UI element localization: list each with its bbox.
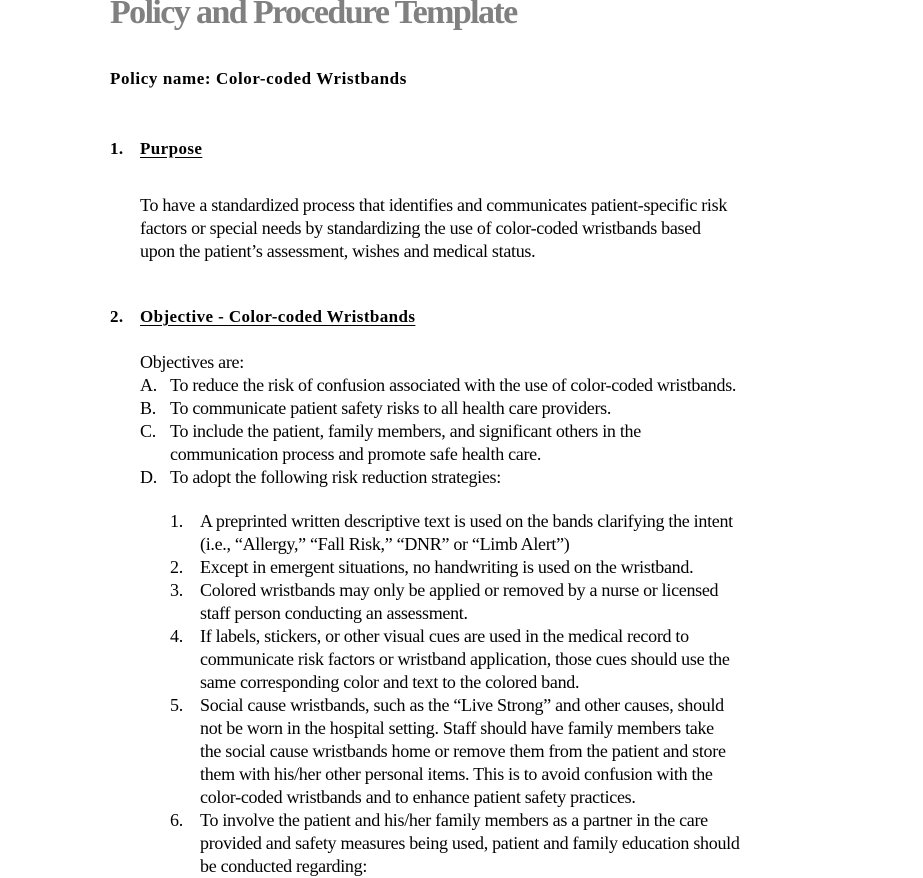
section-label: Purpose xyxy=(140,139,203,158)
list-item-line: A preprinted written descriptive text is used on the bands clarifying the intent xyxy=(200,511,733,531)
list-item-line: same corresponding color and text to the colored band. xyxy=(200,672,580,692)
list-marker: B. xyxy=(140,398,156,418)
objective-item-a xyxy=(140,374,736,397)
list-item-line: Colored wristbands may only be applied or removed by a nurse or licensed xyxy=(200,580,719,600)
list-item-line: communication process and promote safe health care. xyxy=(170,444,542,464)
paragraph-line: upon the patient’s assessment, wishes and medical status. xyxy=(140,241,536,261)
list-item-line: Except in emergent situations, no handwriting is used on the wristband. xyxy=(200,557,694,577)
objectives-intro xyxy=(140,351,840,374)
list-item-line: communicate risk factors or wristband application, those cues should use the xyxy=(200,649,730,669)
list-item-line: Social cause wristbands, such as the “Live Strong” and other causes, should xyxy=(200,695,724,715)
list-item-line: them with his/her other personal items. This is to avoid confusion with the xyxy=(200,764,713,784)
objectives-list xyxy=(140,374,736,489)
list-marker: 5. xyxy=(170,695,183,715)
list-item-line: To adopt the following risk reduction strategies: xyxy=(170,467,501,487)
policy-name: Policy name: Color-coded Wristbands xyxy=(110,69,407,88)
document-title: Policy and Procedure Template xyxy=(110,0,517,31)
list-item-line: not be worn in the hospital setting. Staff should have family members take xyxy=(200,718,714,738)
strategy-item-4 xyxy=(170,625,740,694)
list-marker: 3. xyxy=(170,580,183,600)
section-heading-purpose xyxy=(110,139,202,159)
list-marker: 4. xyxy=(170,626,183,646)
section-number: 2. xyxy=(110,307,124,326)
paragraph-line: To have a standardized process that identifies and communicates patient-specific risk xyxy=(140,195,728,215)
section-heading-objective xyxy=(110,307,415,327)
list-item-line: If labels, stickers, or other visual cues are used in the medical record to xyxy=(200,626,689,646)
strategies-list xyxy=(170,510,740,878)
strategy-item-5 xyxy=(170,694,740,809)
section-label: Objective - Color-coded Wristbands xyxy=(140,307,416,326)
list-marker: 2. xyxy=(170,557,183,577)
list-marker: 6. xyxy=(170,810,183,830)
list-item-line: be conducted regarding: xyxy=(200,856,368,876)
list-item-line: the social cause wristbands home or remove them from the patient and store xyxy=(200,741,726,761)
strategy-item-2 xyxy=(170,556,740,579)
paragraph-line: factors or special needs by standardizing the use of color-coded wristbands based xyxy=(140,218,701,238)
objective-item-b xyxy=(140,397,736,420)
list-item-line: color-coded wristbands and to enhance patient safety practices. xyxy=(200,787,636,807)
section-number: 1. xyxy=(110,139,124,158)
list-item-line: To involve the patient and his/her family members as a partner in the care xyxy=(200,810,708,830)
purpose-paragraph xyxy=(140,194,840,263)
strategy-item-3 xyxy=(170,579,740,625)
intro-text: Objectives are: xyxy=(140,352,244,372)
list-item-line: To communicate patient safety risks to all health care providers. xyxy=(170,398,612,418)
list-item-line: staff person conducting an assessment. xyxy=(200,603,468,623)
strategy-item-1 xyxy=(170,510,740,556)
objective-item-c xyxy=(140,420,736,466)
strategy-item-6 xyxy=(170,809,740,878)
list-item-line: (i.e., “Allergy,” “Fall Risk,” “DNR” or “Limb Alert”) xyxy=(200,534,570,554)
list-marker: A. xyxy=(140,375,157,395)
list-item-line: To include the patient, family members, and significant others in the xyxy=(170,421,641,441)
objective-item-d xyxy=(140,466,736,489)
list-marker: C. xyxy=(140,421,156,441)
list-item-line: To reduce the risk of confusion associated with the use of color-coded wristbands. xyxy=(170,375,737,395)
list-item-line: provided and safety measures being used, patient and family education should xyxy=(200,833,740,853)
list-marker: D. xyxy=(140,467,157,487)
list-marker: 1. xyxy=(170,511,183,531)
